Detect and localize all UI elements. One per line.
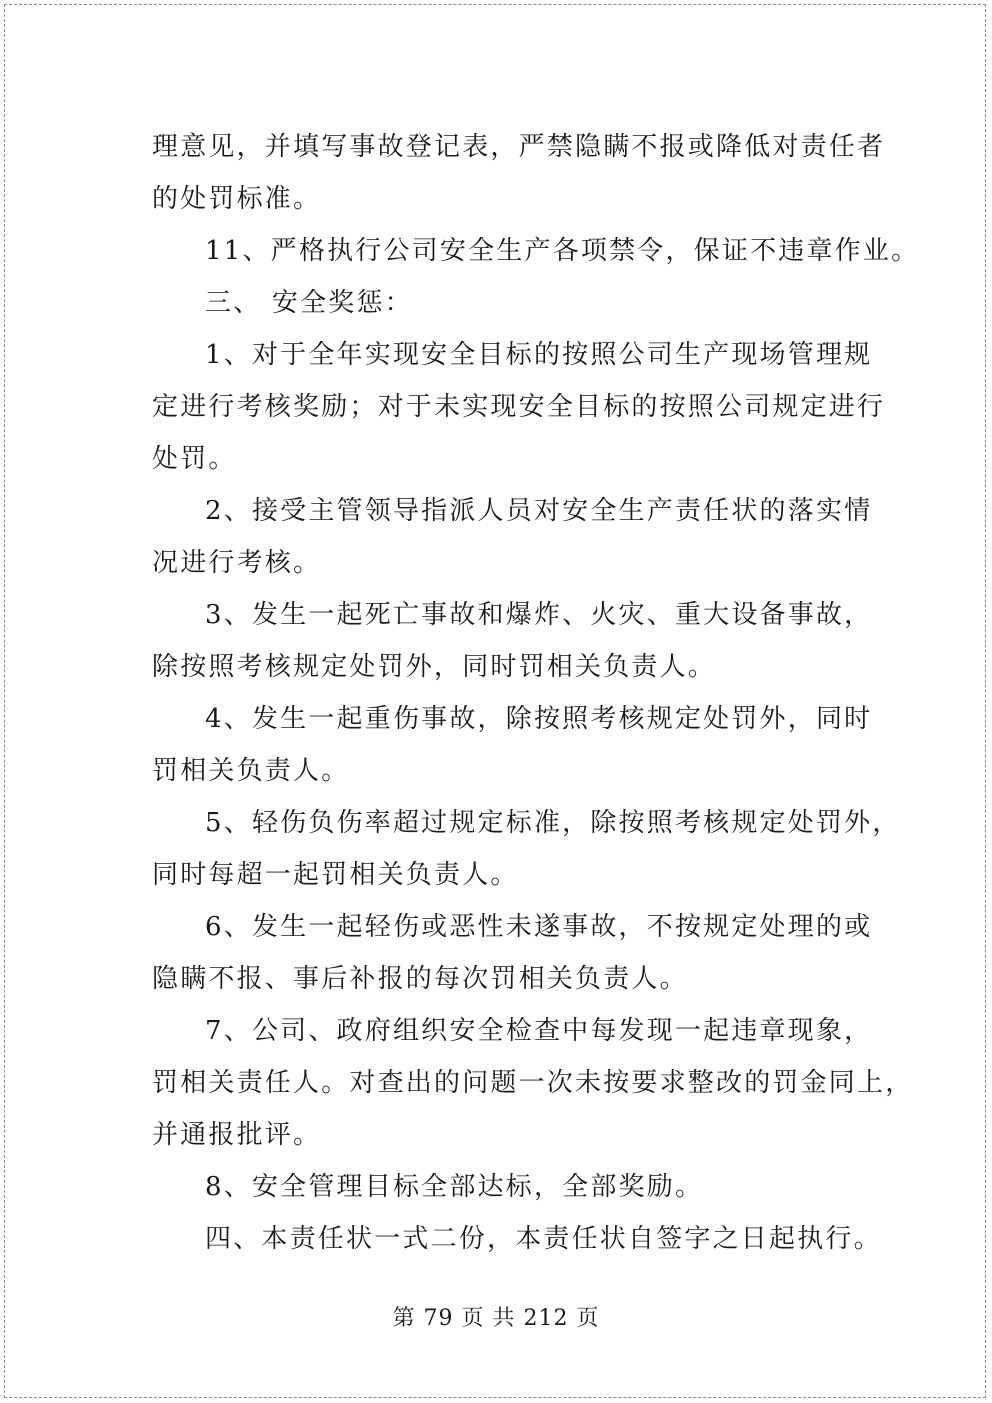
- text-line: 同时每超一起罚相关负责人。: [152, 860, 519, 890]
- text-line: 处罚。: [152, 444, 237, 474]
- text-line: 5、轻伤负伤率超过规定标准，除按照考核规定处罚外，: [205, 808, 901, 838]
- text-line: 8、安全管理目标全部达标，全部奖励。: [205, 1172, 704, 1202]
- text-line: 3、发生一起死亡事故和爆炸、火灾、重大设备事故，: [205, 600, 873, 630]
- text-line: 理意见，并填写事故登记表，严禁隐瞒不报或降低对责任者: [152, 132, 886, 162]
- section-heading: 三、 安全奖惩：: [205, 288, 413, 318]
- text-line: 定进行考核奖励；对于未实现安全目标的按照公司规定进行: [152, 392, 886, 422]
- text-line: 的处罚标准。: [152, 184, 322, 214]
- text-line: 罚相关负责人。: [152, 756, 350, 786]
- text-line: 除按照考核规定处罚外，同时罚相关负责人。: [152, 652, 717, 682]
- text-line: 4、发生一起重伤事故，除按照考核规定处罚外，同时: [205, 704, 873, 734]
- text-line: 6、发生一起轻伤或恶性未遂事故，不按规定处理的或: [205, 912, 873, 942]
- text-line: 罚相关责任人。对查出的问题一次未按要求整改的罚金同上，: [152, 1068, 914, 1098]
- section-heading: 四、本责任状一式二份，本责任状自签字之日起执行。: [205, 1224, 882, 1254]
- text-line: 并通报批评。: [152, 1120, 322, 1150]
- page-footer: 第 79 页 共 212 页: [392, 1306, 600, 1331]
- text-line: 11、严格执行公司安全生产各项禁令，保证不违章作业。: [205, 236, 920, 266]
- text-line: 7、公司、政府组织安全检查中每发现一起违章现象，: [205, 1016, 873, 1046]
- text-line: 隐瞒不报、事后补报的每次罚相关负责人。: [152, 964, 688, 994]
- text-line: 2、接受主管领导指派人员对安全生产责任状的落实情: [205, 496, 873, 526]
- text-line: 况进行考核。: [152, 548, 322, 578]
- text-line: 1、对于全年实现安全目标的按照公司生产现场管理规: [205, 340, 873, 370]
